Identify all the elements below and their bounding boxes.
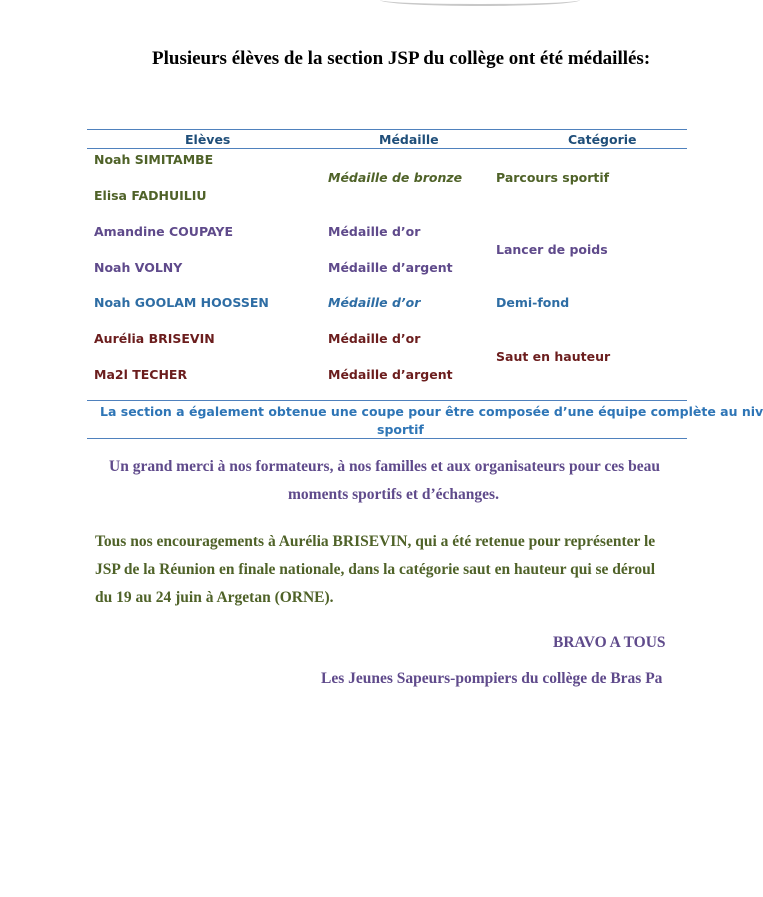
header-divider <box>87 148 687 149</box>
student-name: Noah GOOLAM HOOSSEN <box>94 295 269 310</box>
footer-divider <box>87 400 687 401</box>
signature: Les Jeunes Sapeurs-pompiers du collège de Bras Pa <box>321 670 663 687</box>
header-medaille: Médaille <box>379 132 439 147</box>
student-name: Noah VOLNY <box>94 260 183 275</box>
header-categorie: Catégorie <box>568 132 637 147</box>
medal-cell: Médaille d’argent <box>328 367 453 382</box>
medal-cell: Médaille d’argent <box>328 260 453 275</box>
medal-table <box>87 129 763 439</box>
thanks-line-2: moments sportifs et d’échanges. <box>288 486 499 503</box>
thanks-line-1: Un grand merci à nos formateurs, à nos familles et aux organisateurs pour ces beau <box>109 458 660 475</box>
category-cell: Parcours sportif <box>496 170 610 185</box>
category-cell: Lancer de poids <box>496 242 608 257</box>
student-name: Aurélia BRISEVIN <box>94 331 215 346</box>
medal-cell: Médaille de bronze <box>328 170 463 185</box>
encouragement-line-1: Tous nos encouragements à Aurélia BRISEVIN, qui a été retenue pour représenter le <box>95 533 656 550</box>
table-footer-note-cont: sportif <box>377 422 424 437</box>
encouragement-line-2: JSP de la Réunion en finale nationale, dans la catégorie saut en hauteur qui se déroul <box>95 561 656 578</box>
bravo-text: BRAVO A TOUS <box>553 634 666 651</box>
student-name: Ma2l TECHER <box>94 367 188 382</box>
category-cell: Saut en hauteur <box>496 349 611 364</box>
encouragement-line-3: du 19 au 24 juin à Argetan (ORNE). <box>95 589 334 606</box>
decorative-arc <box>380 0 580 6</box>
medal-cell: Médaille d’or <box>328 295 421 310</box>
student-name: Amandine COUPAYE <box>94 224 234 239</box>
medal-cell: Médaille d’or <box>328 331 421 346</box>
header-eleves: Elèves <box>185 132 231 147</box>
student-name: Elisa FADHUILIU <box>94 188 207 203</box>
medal-cell: Médaille d’or <box>328 224 421 239</box>
table-footer-note: La section a également obtenue une coupe pour être composée d’une équipe complète au niv <box>100 404 763 419</box>
category-cell: Demi-fond <box>496 295 570 310</box>
student-name: Noah SIMITAMBE <box>94 152 214 167</box>
page-heading: Plusieurs élèves de la section JSP du collège ont été médaillés: <box>152 48 651 69</box>
